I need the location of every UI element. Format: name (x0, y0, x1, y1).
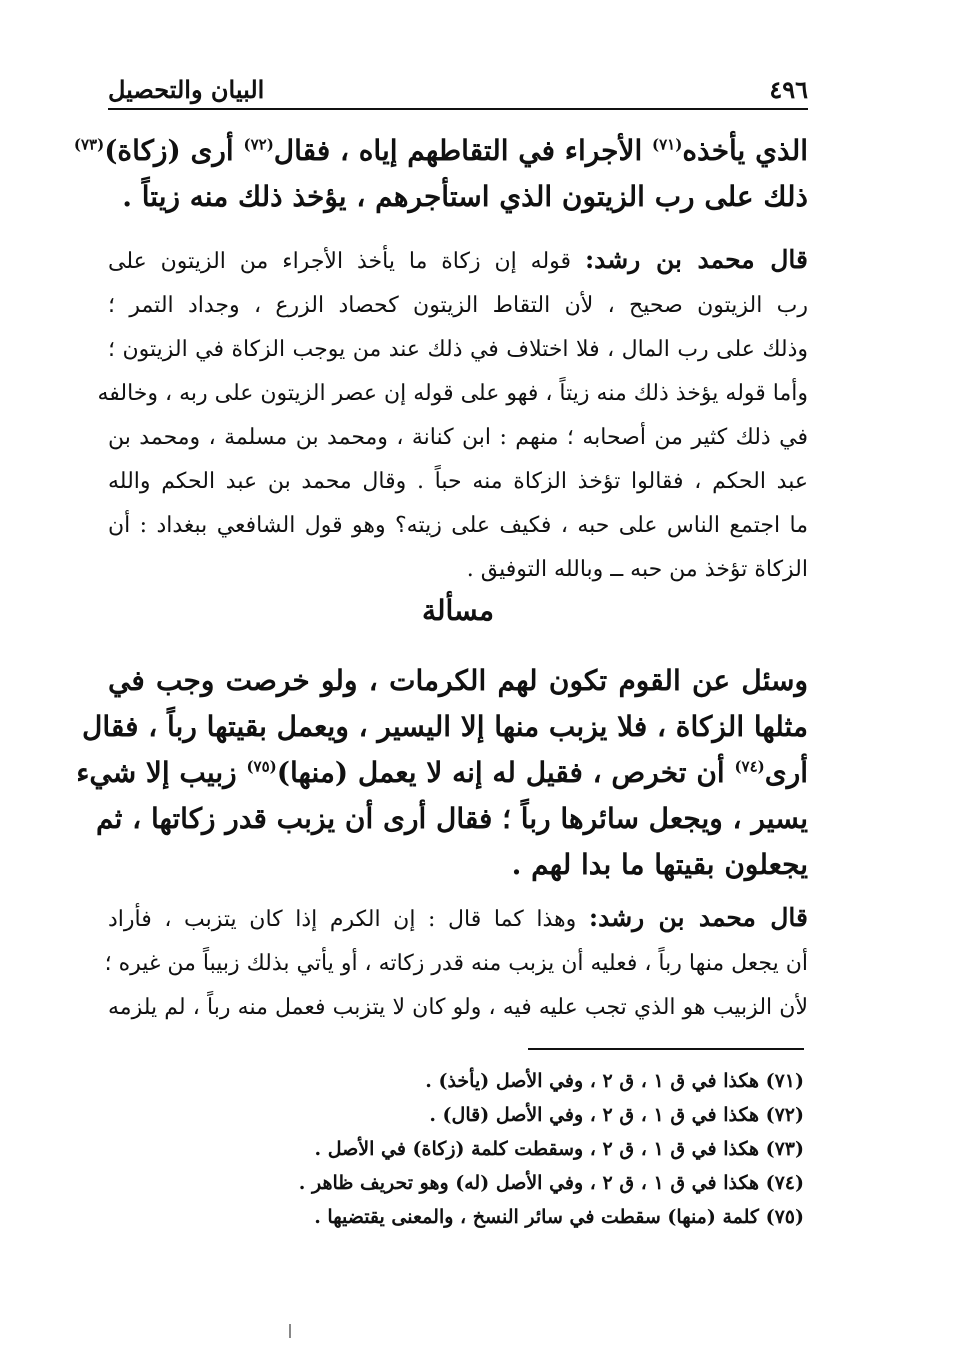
footnote-73: (٧٣) هكذا في ق ١ ، ق ٢ ، وسقطت كلمة (زكاة) في الأصل . (314, 1138, 804, 1160)
text-line: الذي يأخذه$^{(٧١)}$ الأجراء في التقاطهم إياه ، فقال$^{(٧٢)}$ أرى (زكاة)$^{(٧٣)}$ (73, 134, 808, 167)
text-line: يسير ، ويجعل سائرها رباً ؛ فقال أرى أن يزبب قدر زكاتها ، ثم (95, 802, 808, 835)
text-line: وذلك على رب المال ، فلا اختلاف في ذلك عند من يوجب الزكاة في الزيتون ؛ (108, 337, 808, 362)
commentary-passage-2 (104, 896, 808, 1030)
question-passage-2 (76, 658, 808, 888)
footnote-ref-74[interactable]: (٧٤) (734, 757, 765, 776)
text-line: الزكاة تؤخذ من حبه ــ وبالله التوفيق . (466, 557, 808, 582)
text-line: أن يجعل منها رباً ، فعليه أن يزبب منه قدر زكاته ، أو يأتي بذلك زبيباً من غيره ؛ (104, 951, 808, 976)
text-line: رب الزيتون صحيح ، لأن التقاط الزيتون كحصاد الزرع ، وجداد التمر ؛ (108, 293, 808, 318)
footnote-72: (٧٢) هكذا في ق ١ ، ق ٢ ، وفي الأصل (قال) . (429, 1104, 804, 1126)
text-line: وسئل عن القوم تكون لهم الكرمات ، ولو خرصت وجب في (108, 664, 808, 697)
commentary-passage-1 (97, 238, 808, 592)
text-line: ما اجتمع الناس على حبه ، فكيف على زيته؟ وهو قول الشافعي ببغداد : أن (108, 513, 808, 538)
footnote-ref-75[interactable]: (٧٥) (246, 757, 277, 776)
section-heading: مسألة (421, 594, 495, 627)
footnote-ref-73[interactable]: (٧٣) (73, 135, 105, 154)
text-line: مثلها الزكاة ، فلا يزبب منها إلا اليسير ، ويعمل بقيتها رباً ، فقال (82, 710, 808, 743)
footnote-71: (٧١) هكذا في ق ١ ، ق ٢ ، وفي الأصل (يأخذ) . (425, 1070, 804, 1092)
text-line: ذلك على رب الزيتون الذي استأجرهم ، يؤخذ ذلك منه زيتاً . (122, 180, 808, 213)
page-number: ٤٩٦ (769, 75, 808, 104)
running-header (108, 64, 808, 110)
text-line: قال محمد بن رشد: وهذا كما قال : إن الكرم إذا كان يتزبب ، فأراد (108, 903, 808, 932)
text-line: وأما قوله يؤخذ ذلك منه زيتاً ، فهو على قوله إن عصر الزيتون على ربه ، وخالفه (97, 381, 808, 406)
footnotes (299, 1064, 804, 1234)
scan-mark (289, 1324, 291, 1338)
question-passage-1 (73, 128, 808, 220)
commentary-lead: قال محمد بن رشد: (588, 903, 808, 932)
footnote-74: (٧٤) هكذا في ق ١ ، ق ٢ ، وفي الأصل (له) وهو تحريف ظاهر . (298, 1172, 804, 1194)
text-line: أرى$^{(٧٤)}$ أن تخرص ، فقيل له إنه لا يعمل (منها)$^{(٧٥)}$ زبيب إلا شيء (76, 756, 808, 789)
text-line: عبد الحكم ، فقالوا تؤخذ الزكاة منه حباً . وقال محمد بن عبد الحكم والله (108, 469, 808, 494)
footnote-divider (528, 1048, 804, 1050)
footnote-ref-71[interactable]: (٧١) (651, 135, 683, 154)
footnote-75: (٧٥) كلمة (منها) سقطت في سائر النسخ ، والمعنى يقتضيها . (314, 1206, 804, 1228)
footnote-ref-72[interactable]: (٧٢) (243, 135, 274, 154)
commentary-lead: قال محمد بن رشد: (584, 245, 808, 274)
text-line: لأن الزبيب هو الذي تجب عليه فيه ، ولو كان لا يتزبب فعمل منه رباً ، لم يلزمه (108, 995, 808, 1020)
book-title: البيان والتحصيل (108, 75, 265, 104)
text-line: في ذلك كثير من أصحابه ؛ منهم : ابن كنانة ، ومحمد بن مسلمة ، ومحمد بن (108, 425, 808, 450)
text-line: يجعلون بقيتها ما بدا لهم . (511, 848, 808, 881)
text-line: قال محمد بن رشد: قوله إن زكاة ما يأخذ الأجراء من الزيتون على (108, 245, 808, 274)
